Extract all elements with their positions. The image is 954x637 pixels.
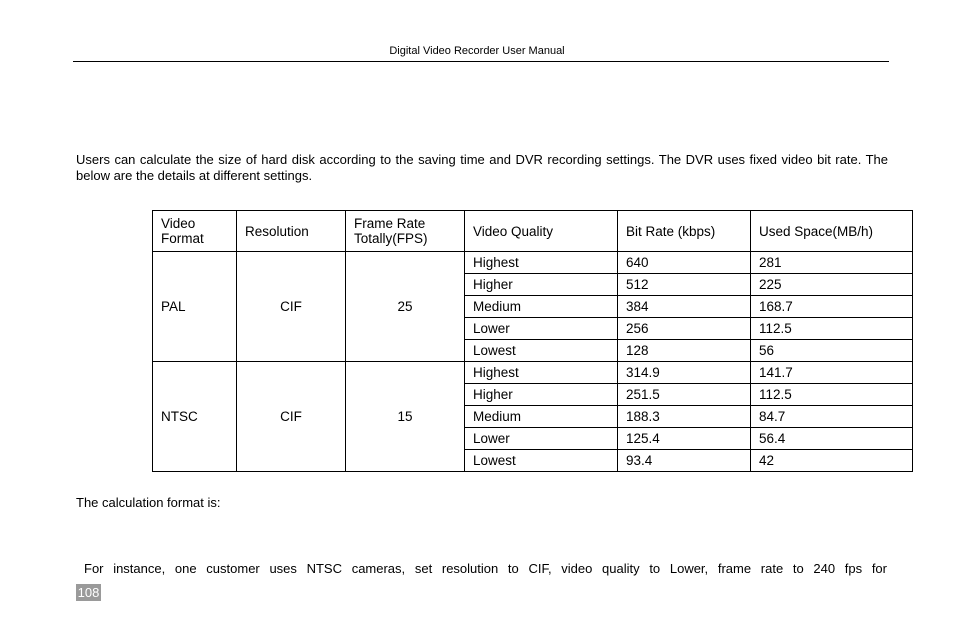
- cell-bitrate: 512: [618, 274, 751, 296]
- cell-format-pal: PAL: [153, 252, 237, 362]
- cell-space: 168.7: [751, 296, 913, 318]
- header-video-quality: Video Quality: [465, 211, 618, 252]
- cell-space: 56.4: [751, 428, 913, 450]
- calculation-format-label: The calculation format is:: [76, 495, 221, 510]
- header-divider: [73, 61, 889, 62]
- cell-space: 281: [751, 252, 913, 274]
- cell-quality: Lower: [465, 428, 618, 450]
- cell-format-ntsc: NTSC: [153, 362, 237, 472]
- intro-paragraph: Users can calculate the size of hard disk according to the saving time and DVR recording settings. The DVR uses fixed video bit rate. The below are the details at different settings.: [76, 152, 888, 183]
- cell-space: 112.5: [751, 318, 913, 340]
- table-row: [153, 252, 913, 274]
- cell-bitrate: 640: [618, 252, 751, 274]
- table-header-row: [153, 211, 913, 252]
- cell-quality: Lower: [465, 318, 618, 340]
- cell-quality: Lowest: [465, 450, 618, 472]
- cell-quality: Higher: [465, 384, 618, 406]
- cell-space: 141.7: [751, 362, 913, 384]
- cell-quality: Medium: [465, 406, 618, 428]
- cell-resolution: CIF: [237, 252, 346, 362]
- cell-bitrate: 125.4: [618, 428, 751, 450]
- cell-bitrate: 128: [618, 340, 751, 362]
- table-row: [153, 362, 913, 384]
- cell-bitrate: 251.5: [618, 384, 751, 406]
- cell-bitrate: 188.3: [618, 406, 751, 428]
- header-resolution: Resolution: [237, 211, 346, 252]
- cell-space: 225: [751, 274, 913, 296]
- header-video-format: Video Format: [153, 211, 237, 252]
- cell-quality: Lowest: [465, 340, 618, 362]
- cell-fps: 25: [346, 252, 465, 362]
- cell-space: 42: [751, 450, 913, 472]
- cell-quality: Highest: [465, 362, 618, 384]
- cell-bitrate: 93.4: [618, 450, 751, 472]
- header-frame-rate: Frame Rate Totally(FPS): [346, 211, 465, 252]
- cell-quality: Higher: [465, 274, 618, 296]
- cell-space: 84.7: [751, 406, 913, 428]
- page-number: 108: [77, 585, 100, 600]
- cell-quality: Highest: [465, 252, 618, 274]
- instance-paragraph: For instance, one customer uses NTSC cameras, set resolution to CIF, video quality to Lower, frame rate to 240 fps for: [84, 561, 887, 576]
- cell-bitrate: 256: [618, 318, 751, 340]
- header-bit-rate: Bit Rate (kbps): [618, 211, 751, 252]
- cell-space: 112.5: [751, 384, 913, 406]
- page-header-title: Digital Video Recorder User Manual: [389, 45, 565, 57]
- cell-fps: 15: [346, 362, 465, 472]
- cell-bitrate: 384: [618, 296, 751, 318]
- cell-resolution: CIF: [237, 362, 346, 472]
- cell-space: 56: [751, 340, 913, 362]
- header-used-space: Used Space(MB/h): [751, 211, 913, 252]
- cell-quality: Medium: [465, 296, 618, 318]
- storage-table: [152, 210, 913, 472]
- cell-bitrate: 314.9: [618, 362, 751, 384]
